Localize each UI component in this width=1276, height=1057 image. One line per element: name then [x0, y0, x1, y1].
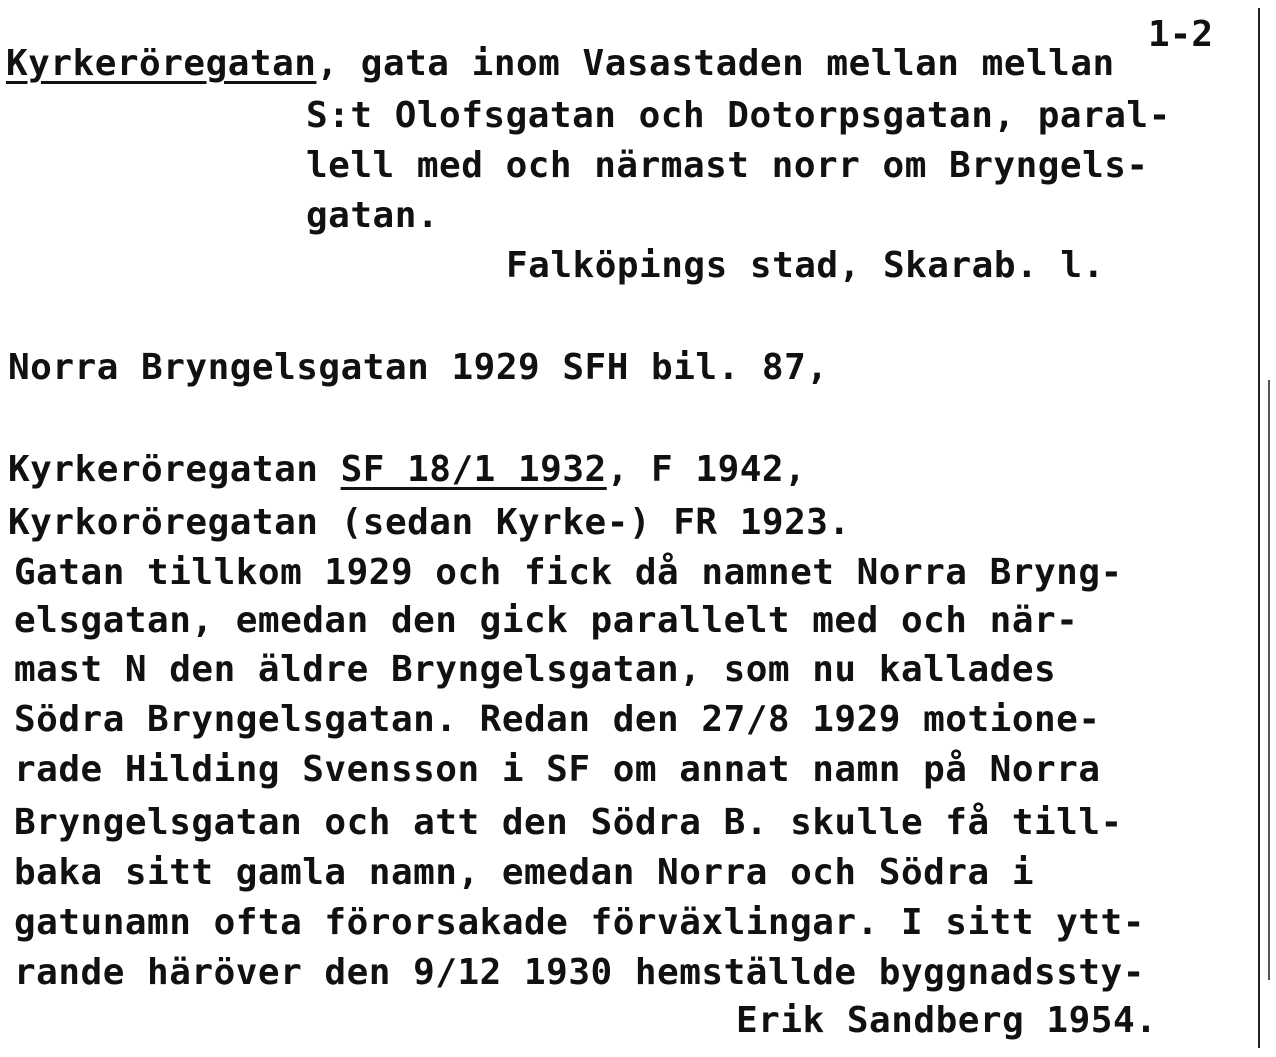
heading-line [6, 43, 1115, 84]
location-line: Falköpings stad, Skarab. l. [506, 245, 1105, 286]
form-line-1 [8, 449, 807, 490]
form-line-1-end: , F 1942, [606, 449, 807, 490]
card-edge-line [1258, 8, 1260, 1048]
body-line-6: Bryngelsgatan och att den Södra B. skulle få till- [14, 802, 1123, 843]
description-line-3: gatan. [306, 195, 440, 236]
form-line-1-underlined: SF 18/1 1932 [340, 449, 607, 490]
body-line-2: elsgatan, emedan den gick parallelt med och när- [14, 600, 1079, 641]
body-line-5: rade Hilding Svensson i SF om annat namn på Norra [14, 749, 1101, 790]
signature: Erik Sandberg 1954. [736, 1000, 1158, 1041]
body-line-3: mast N den äldre Bryngelsgatan, som nu kallades [14, 649, 1057, 690]
form-line-1-start: Kyrkeröregatan [8, 449, 341, 490]
history-line: Norra Bryngelsgatan 1929 SFH bil. 87, [8, 347, 829, 388]
body-line-4: Södra Bryngelsgatan. Redan den 27/8 1929 motione- [14, 699, 1101, 740]
description-line-1: S:t Olofsgatan och Dotorpsgatan, paral- [306, 95, 1171, 136]
card-number: 1-2 [1148, 14, 1214, 55]
heading-rest: , gata inom Vasastaden mellan mellan [316, 43, 1115, 84]
headword: Kyrkeröregatan [6, 43, 317, 84]
body-line-7: baka sitt gamla namn, emedan Norra och Södra i [14, 852, 1034, 893]
card-edge-line-secondary [1268, 380, 1270, 980]
body-line-8: gatunamn ofta förorsakade förväxlingar. I sitt ytt- [14, 902, 1145, 943]
body-line-1: Gatan tillkom 1929 och fick då namnet Norra Bryng- [14, 552, 1123, 593]
body-line-9: rande häröver den 9/12 1930 hemställde byggnadssty- [14, 952, 1145, 993]
description-line-2: lell med och närmast norr om Bryngels- [306, 145, 1149, 186]
form-line-2: Kyrkoröregatan (sedan Kyrke-) FR 1923. [8, 502, 851, 543]
